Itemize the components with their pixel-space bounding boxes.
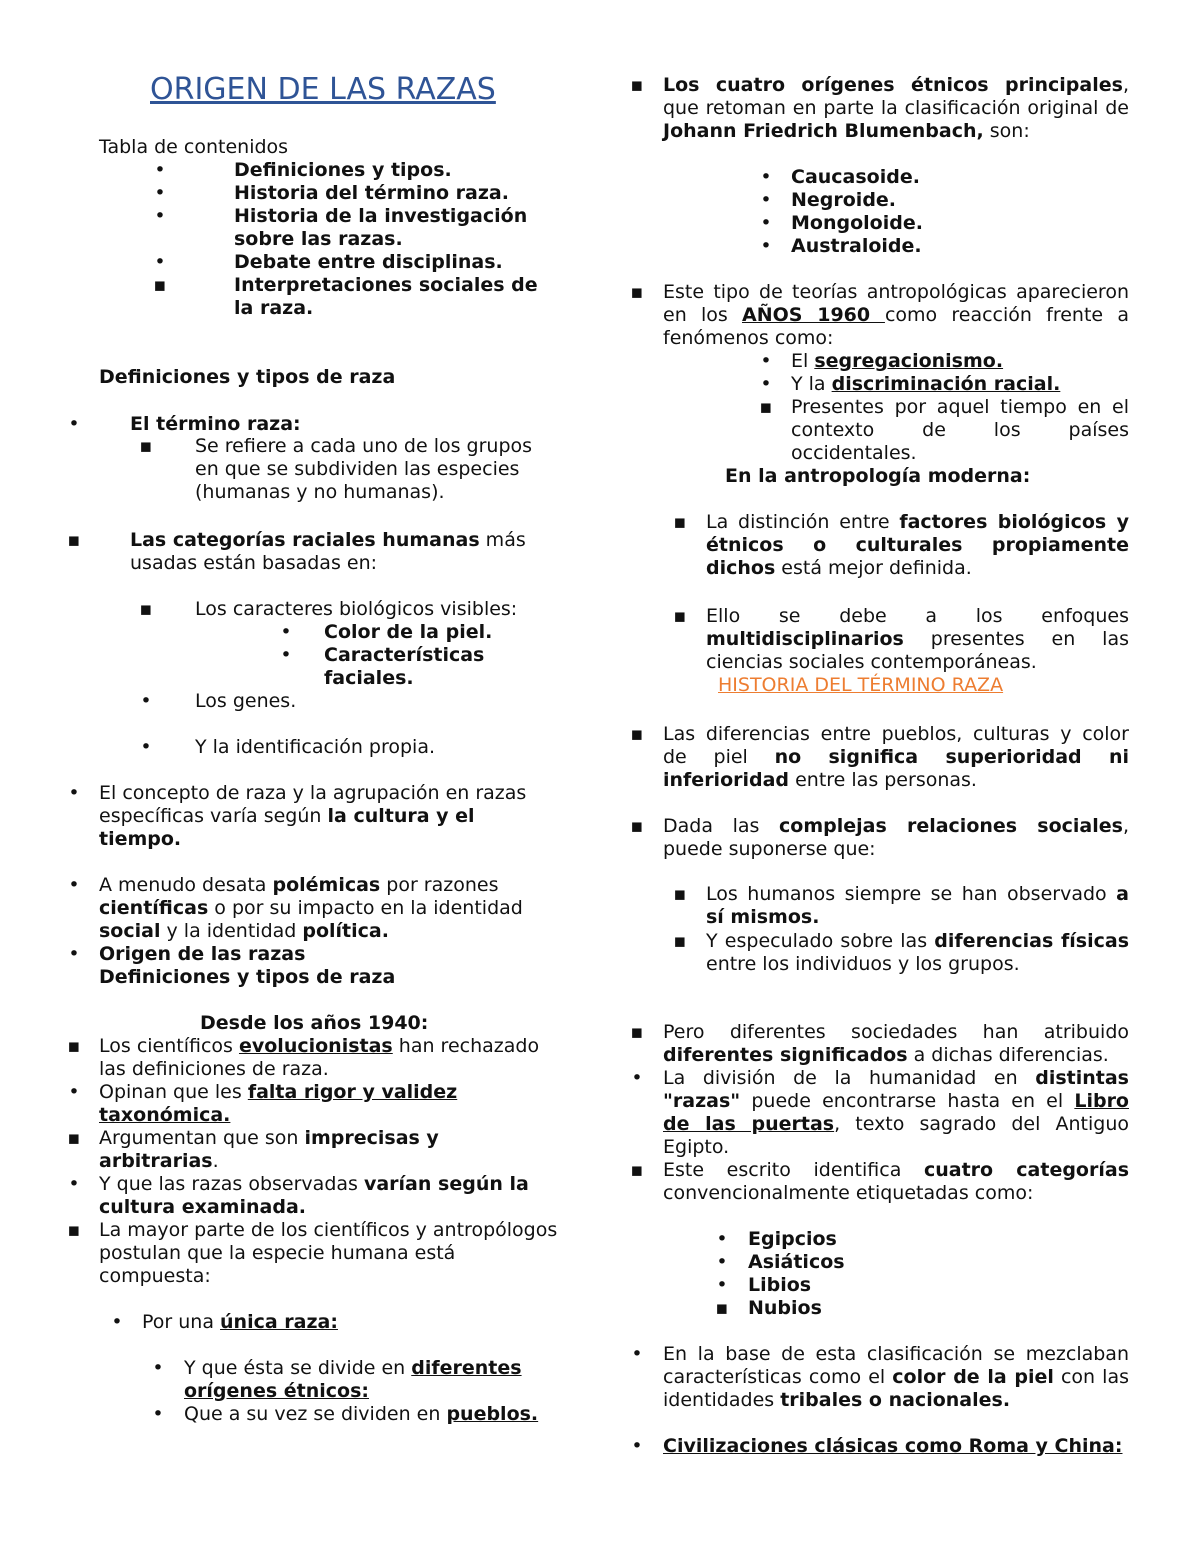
toc-heading: Tabla de contenidos (99, 136, 289, 158)
polemicas-paragraph: A menudo desata polémicas por razones científicas o por su impacto en la identidad social y la identidad política. (99, 874, 523, 942)
cuatro-paragraph: Los cuatro orígenes étnicos principales, que retoman en parte la clasificación original de Johann Friedrich Blumenbach, son: (663, 74, 1129, 142)
faciales-item: Características faciales. (324, 644, 485, 689)
bullet-icon: • (140, 736, 152, 758)
base-paragraph: En la base de esta clasificación se mezclaban características como el color de la piel con las identidades tribales o nacionales. (663, 1343, 1129, 1411)
toc-item[interactable]: Interpretaciones sociales de la raza. (234, 274, 538, 319)
bullet-icon: • (154, 182, 166, 204)
bullet-icon: • (154, 251, 166, 273)
historia-link[interactable]: HISTORIA DEL TÉRMINO RAZA (718, 674, 1004, 696)
pero-paragraph: Pero diferentes sociedades han atribuido diferentes significados a dichas diferencias. (663, 1021, 1129, 1066)
categoria-item: Asiáticos (748, 1251, 845, 1273)
discriminacion-item: Y la discriminación racial. (791, 373, 1061, 395)
bullet-icon: • (760, 212, 772, 234)
civilizaciones-heading: Civilizaciones clásicas como Roma y China: (663, 1435, 1123, 1457)
bullet-icon: • (68, 1081, 80, 1103)
bullet-icon: ▪ (153, 274, 167, 296)
bullet-icon: • (760, 235, 772, 257)
rigor-item: Opinan que les falta rigor y validez taxonómica. (99, 1081, 458, 1126)
bullet-icon: • (154, 159, 166, 181)
categoria-item: Egipcios (748, 1228, 837, 1250)
unica-item: Por una única raza: (142, 1311, 338, 1333)
identificacion-item: Y la identificación propia. (195, 736, 435, 758)
grupo-item: Negroide. (791, 189, 897, 211)
bullet-icon: • (760, 373, 772, 395)
divide-item: Y que ésta se divide en diferentes orígenes étnicos: (184, 1357, 522, 1402)
grupo-item: Mongoloide. (791, 212, 923, 234)
definiciones-line: Definiciones y tipos de raza (99, 966, 396, 988)
bullet-icon: • (631, 1435, 643, 1457)
bullet-icon: ▪ (630, 281, 644, 303)
bullet-icon: • (68, 782, 80, 804)
bullet-icon: • (68, 1173, 80, 1195)
presentes-item: Presentes por aquel tiempo en el contexto de los países occidentales. (791, 396, 1129, 464)
bullet-icon: ▪ (673, 605, 687, 627)
toc-item[interactable]: Definiciones y tipos. (234, 159, 452, 181)
bullet-icon: ▪ (673, 511, 687, 533)
bullet-icon: • (760, 166, 772, 188)
grupo-item: Australoide. (791, 235, 922, 257)
imprecisas-item: Argumentan que son imprecisas y arbitrarias. (99, 1127, 439, 1172)
concepto-paragraph: El concepto de raza y la agrupación en razas específicas varía según la cultura y el tiempo. (99, 782, 527, 850)
bullet-icon: • (716, 1228, 728, 1250)
document-title: ORIGEN DE LAS RAZAS (150, 72, 496, 107)
bullet-icon: • (152, 1357, 164, 1379)
grupo-item: Caucasoide. (791, 166, 920, 188)
ello-item: Ello se debe a los enfoques multidisciplinarios presentes en las ciencias sociales contemporáneas. (706, 605, 1129, 673)
bullet-icon: ▪ (630, 815, 644, 837)
caracteres-item: Los caracteres biológicos visibles: (195, 598, 518, 620)
bullet-icon: • (631, 1067, 643, 1089)
bullet-icon: • (760, 189, 772, 211)
termino-label: El término raza: (130, 413, 301, 435)
bullet-icon: • (280, 644, 292, 666)
varian-item: Y que las razas observadas varían según la cultura examinada. (99, 1173, 529, 1218)
bullet-icon: ▪ (630, 74, 644, 96)
dada-paragraph: Dada las complejas relaciones sociales, puede suponerse que: (663, 815, 1129, 860)
bullet-icon: ▪ (673, 930, 687, 952)
cientificos-item: Los científicos evolucionistas han rechazado las definiciones de raza. (99, 1035, 540, 1080)
teorias-paragraph: Este tipo de teorías antropológicas aparecieron en los AÑOS 1960 como reacción frente a fenómenos como: (663, 281, 1129, 349)
bullet-icon: ▪ (759, 396, 773, 418)
diferencias-paragraph: Las diferencias entre pueblos, culturas y color de piel no significa superioridad ni inferioridad entre las personas. (663, 723, 1129, 791)
bullet-icon: • (68, 874, 80, 896)
categorias-paragraph: Las categorías raciales humanas más usadas están basadas en: (130, 529, 526, 574)
genes-item: Los genes. (195, 690, 297, 712)
bullet-icon: ▪ (67, 529, 81, 551)
bullet-icon: • (68, 413, 80, 435)
bullet-icon: • (280, 621, 292, 643)
bullet-icon: • (716, 1251, 728, 1273)
bullet-icon: • (154, 205, 166, 227)
bullet-icon: • (111, 1311, 123, 1333)
termino-definition: Se refiere a cada uno de los grupos en que se subdividen las especies (humanas y no humanas). (195, 435, 533, 503)
bullet-icon: • (68, 943, 80, 965)
division-paragraph: La división de la humanidad en distintas "razas" puede encontrarse hasta en el Libro de las puertas, texto sagrado del Antiguo Egipto. (663, 1067, 1129, 1158)
bullet-icon: • (716, 1274, 728, 1296)
escrito-paragraph: Este escrito identifica cuatro categorías convencionalmente etiquetadas como: (663, 1159, 1130, 1204)
bullet-icon: • (140, 690, 152, 712)
distincion-item: La distinción entre factores biológicos y étnicos o culturales propiamente dichos está mejor definida. (706, 511, 1130, 579)
toc-item[interactable]: Historia de la investigación sobre las razas. (234, 205, 528, 250)
bullet-icon: ▪ (673, 883, 687, 905)
bullet-icon: ▪ (67, 1035, 81, 1057)
segregacionismo-item: El segregacionismo. (791, 350, 1004, 372)
especulado-item: Y especulado sobre las diferencias físicas entre los individuos y los grupos. (706, 930, 1130, 975)
toc-item[interactable]: Historia del término raza. (234, 182, 509, 204)
section-heading: Definiciones y tipos de raza (99, 366, 396, 388)
bullet-icon: ▪ (67, 1127, 81, 1149)
humanos-item: Los humanos siempre se han observado a sí mismos. (706, 883, 1129, 928)
origen-line: Origen de las razas (99, 943, 306, 965)
bullet-icon: ▪ (139, 435, 153, 457)
pueblos-item: Que a su vez se dividen en pueblos. (184, 1403, 539, 1425)
bullet-icon: • (760, 350, 772, 372)
bullet-icon: ▪ (139, 598, 153, 620)
bullet-icon: ▪ (715, 1297, 729, 1319)
moderna-heading: En la antropología moderna: (725, 465, 1031, 487)
toc-item[interactable]: Debate entre disciplinas. (234, 251, 503, 273)
bullet-icon: ▪ (630, 1021, 644, 1043)
bullet-icon: • (631, 1343, 643, 1365)
desde-heading: Desde los años 1940: (200, 1012, 429, 1034)
bullet-icon: ▪ (67, 1219, 81, 1241)
mayor-item: La mayor parte de los científicos y antropólogos postulan que la especie humana está compuesta: (99, 1219, 558, 1287)
categoria-item: Nubios (748, 1297, 822, 1319)
categoria-item: Libios (748, 1274, 812, 1296)
bullet-icon: ▪ (630, 723, 644, 745)
bullet-icon: ▪ (630, 1159, 644, 1181)
bullet-icon: • (152, 1403, 164, 1425)
piel-item: Color de la piel. (324, 621, 493, 643)
